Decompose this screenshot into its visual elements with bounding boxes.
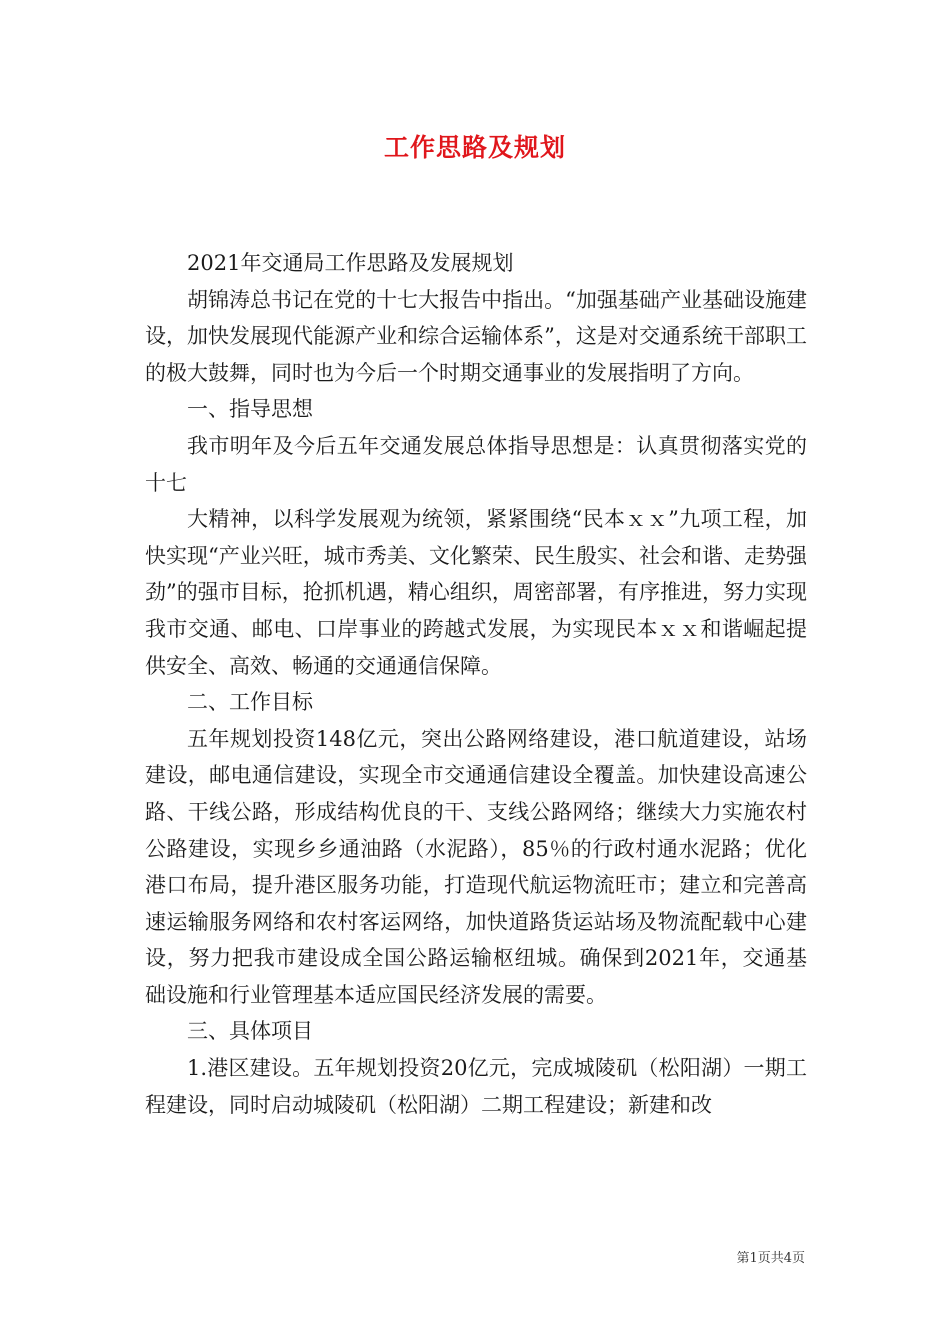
paragraph-port-construction: 1.港区建设。五年规划投资20亿元，完成城陵矶（松阳湖）一期工程建设，同时启动城陵矶（松阳湖）二期工程建设；新建和改 bbox=[145, 1056, 807, 1117]
page-number-footer: 第1页共4页 bbox=[736, 1251, 805, 1266]
paragraph-intro: 胡锦涛总书记在党的十七大报告中指出。“加强基础产业基础设施建设，加快发展现代能源产业和综合运输体系”，这是对交通系统干部职工的极大鼓舞，同时也为今后一个时期交通事业的发展指明了方向。 bbox=[145, 287, 807, 385]
document-body bbox=[145, 245, 807, 1123]
paragraph-subtitle: 2021年交通局工作思路及发展规划 bbox=[187, 251, 514, 275]
section-heading-guiding-ideology: 一、指导思想 bbox=[187, 397, 313, 422]
paragraph-guiding-ideology-1: 我市明年及今后五年交通发展总体指导思想是：认真贯彻落实党的十七 bbox=[145, 433, 807, 495]
paragraph-work-goals: 五年规划投资148亿元，突出公路网络建设，港口航道建设，站场建设，邮电通信建设，实现全市交通通信建设全覆盖。加快建设高速公路、干线公路，形成结构优良的干、支线公路网络；继续大力实施农村公路建设，实现乡乡通油路（水泥路），85％的行政村通水泥路；优化港口布局，提升港区服务功能，打造现代航运物流旺市；建立和完善高速运输服务网络和农村客运网络，加快道路货运站场及物流配载中心建设，努力把我市建设成全国公路运输枢纽城。确保到2021年，交通基础设施和行业管理基本适应国民经济发展的需要。 bbox=[145, 726, 807, 1007]
document-title: 工作思路及规划 bbox=[383, 133, 566, 162]
section-heading-specific-projects: 三、具体项目 bbox=[187, 1019, 313, 1044]
section-heading-work-goals: 二、工作目标 bbox=[187, 690, 313, 715]
paragraph-guiding-ideology-2: 大精神，以科学发展观为统领，紧紧围绕“民本ｘｘ”九项工程，加快实现“产业兴旺，城市秀美、文化繁荣、民生殷实、社会和谐、走势强劲”的强市目标，抢抓机遇，精心组织，周密部署，有序推进，努力实现我市交通、邮电、口岸事业的跨越式发展，为实现民本ｘｘ和谐崛起提供安全、高效、畅通的交通通信保障。 bbox=[145, 507, 807, 678]
